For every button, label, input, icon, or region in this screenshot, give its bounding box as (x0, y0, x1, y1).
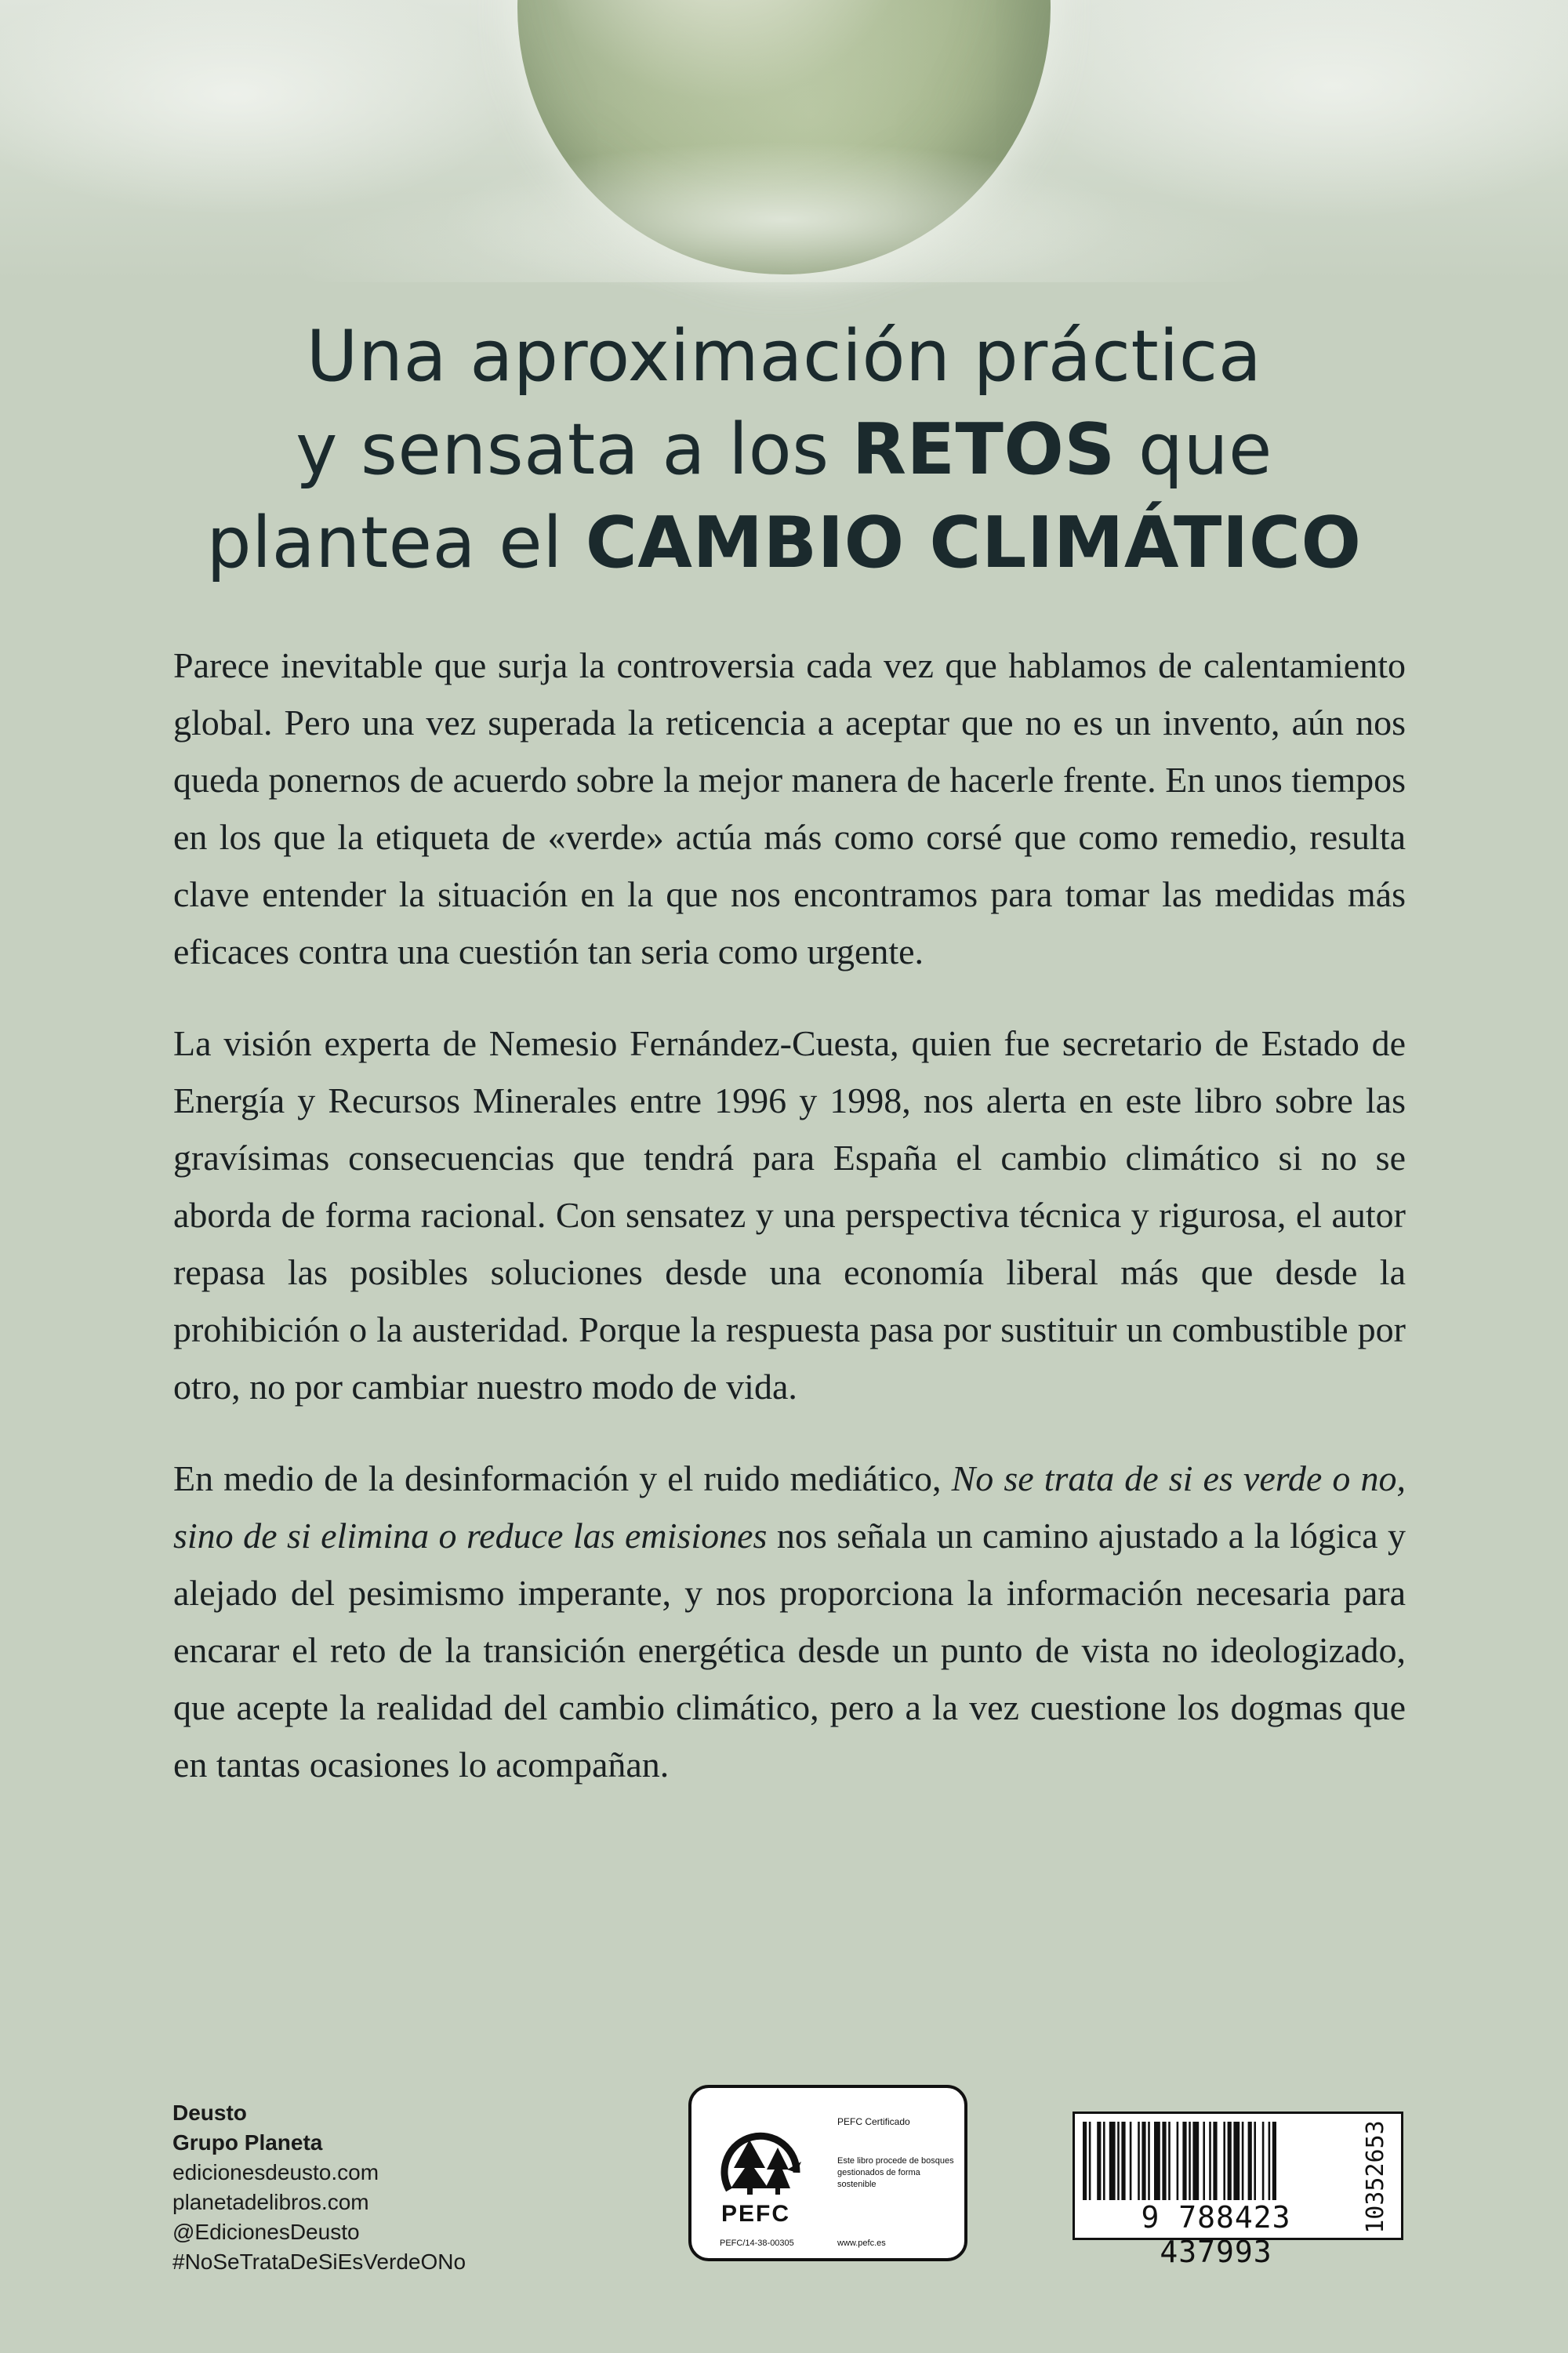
barcode-bar (1097, 2122, 1101, 2200)
barcode-bar (1272, 2122, 1276, 2200)
barcode-bar (1262, 2122, 1265, 2200)
pefc-mark: PEFC (721, 2201, 791, 2227)
blurb-paragraph-1: Parece inevitable que surja la controversia cada vez que hablamos de calentamiento global. Pero una vez superada la reticencia a aceptar que no es un invento, aún nos queda ponernos de acuerdo sobre la mejor manera de hacerle frente. En unos tiempos en los que la etiqueta de «verde» actúa más como corsé que como remedio, resulta clave entender la situación en la que nos encontramos para tomar las medidas más eficaces contra una cuestión tan seria como urgente. (173, 645, 1406, 971)
pefc-tree-logo-icon (715, 2118, 809, 2199)
barcode-bar (1109, 2122, 1116, 2200)
barcode-bar (1121, 2122, 1125, 2200)
publisher-handle: @EdicionesDeusto (172, 2220, 360, 2244)
barcode-bar (1154, 2122, 1160, 2200)
headline-emphasis-retos: RETOS (851, 409, 1116, 491)
barcode-bar (1142, 2122, 1145, 2200)
barcode-bar (1117, 2122, 1120, 2200)
publisher-website: edicionesdeusto.com (172, 2160, 379, 2184)
barcode-bar (1233, 2122, 1240, 2200)
blurb-paragraph-3: En medio de la desinformación y el ruido mediático, No se trata de si es verde o no, sino de si elimina o reduce las emisiones nos señala un camino ajustado a la lógica y alejado del pesimismo imperante, y nos proporciona la información necesaria para encarar el reto de la transición energética desde un punto de vista no ideologizado, que acepte la realidad del cambio climático, pero a la vez cuestione los dogmas que en tantas ocasiones lo acompañan. (173, 1458, 1406, 1785)
headline-line-1: Una aproximación práctica (306, 315, 1262, 398)
barcode-bar (1138, 2122, 1140, 2200)
pefc-certified-label: PEFC Certificado (837, 2116, 910, 2127)
group-website: planetadelibros.com (172, 2190, 369, 2214)
barcode-bar (1189, 2122, 1191, 2200)
barcode-bar (1213, 2122, 1217, 2200)
barcode-bar (1209, 2122, 1211, 2200)
barcode-bars (1083, 2122, 1349, 2200)
barcode-bar (1162, 2122, 1166, 2200)
barcode-bar (1242, 2122, 1244, 2200)
blurb-paragraph-2: La visión experta de Nemesio Fernández-Cuesta, quien fue secretario de Estado de Energía y Recursos Minerales entre 1996 y 1998, nos alerta en este libro sobre las gravísimas consecuencias que tendrá para España el cambio climático si no se aborda de forma racional. Con sensatez y una perspectiva técnica y rigurosa, el autor repasa las posibles soluciones desde una economía liberal más que desde la prohibición o la austeridad. Porque la respuesta pasa por sustituir un combustible por otro, no por cambiar nuestro modo de vida. (173, 1023, 1406, 1407)
publisher-group: Grupo Planeta (172, 2130, 323, 2155)
barcode-bar (1203, 2122, 1205, 2200)
barcode-bar (1168, 2122, 1171, 2200)
barcode-bar (1083, 2122, 1087, 2200)
barcode-bar (1228, 2122, 1232, 2200)
barcode-bar (1182, 2122, 1186, 2200)
barcode-bar (1254, 2122, 1256, 2200)
barcode-bar (1148, 2122, 1150, 2200)
planet-mist (439, 141, 1129, 298)
headline-line-2: y sensata a los RETOS que (296, 409, 1272, 491)
headline-emphasis-cambio: CAMBIO CLIMÁTICO (585, 502, 1362, 584)
headline (0, 310, 1568, 590)
book-hashtag: #NoSeTrataDeSiEsVerdeONo (172, 2250, 466, 2274)
barcode-side-code-wrap (1354, 2117, 1396, 2236)
barcode-bar (1223, 2122, 1225, 2200)
isbn-barcode (1073, 2112, 1403, 2269)
publisher-name: Deusto (172, 2101, 247, 2125)
barcode-bar (1269, 2122, 1271, 2200)
barcode-bar (1248, 2122, 1252, 2200)
pefc-code: PEFC/14-38-00305 (720, 2239, 794, 2248)
blurb (173, 637, 1406, 1828)
barcode-bar (1103, 2122, 1105, 2200)
pefc-description: Este libro procede de bosques gestionados de forma sostenible (837, 2156, 954, 2189)
barcode-bar (1177, 2122, 1179, 2200)
publisher-info (172, 2098, 466, 2277)
barcode-side-code: 10352653 (1361, 2119, 1389, 2234)
pefc-website: www.pefc.es (837, 2239, 886, 2248)
barcode-bar (1089, 2122, 1091, 2200)
pefc-certification-badge (688, 2085, 967, 2261)
barcode-bar (1130, 2122, 1132, 2200)
barcode-bar (1192, 2122, 1199, 2200)
headline-line-3: plantea el CAMBIO CLIMÁTICO (206, 502, 1362, 584)
book-title: No se trata de si es verde o no, sino de si elimina o reduce las emisiones (173, 1458, 1406, 1556)
isbn-digits: 9 788423 437993 (1141, 2200, 1291, 2269)
